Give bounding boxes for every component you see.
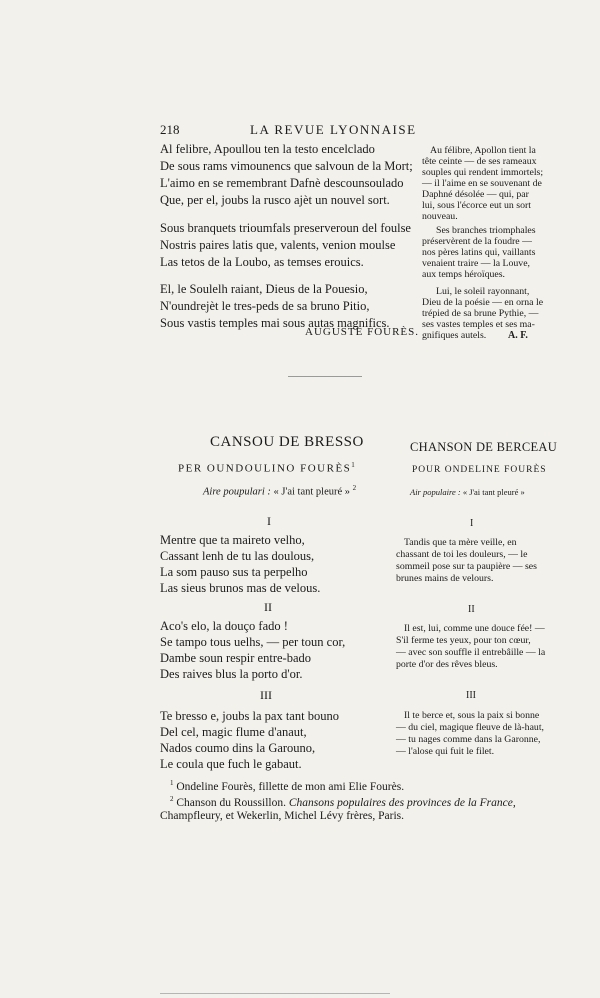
verse-line: La som pauso sus ta perpelho (160, 565, 308, 579)
translation-line: S'il ferme tes yeux, pour ton cœur, (396, 635, 531, 646)
footnote (170, 779, 404, 793)
translation-line: — du ciel, magique fleuve de là-haut, (396, 722, 544, 733)
verse-line: N'oundrejèt le tres-peds de sa bruno Pitio, (160, 299, 370, 313)
air-label: Aire poupulari : (203, 486, 271, 498)
translation-line: venaient traire — la Louve, (422, 258, 530, 269)
verse-line: Las tetos de la Loubo, as temses erouics. (160, 255, 364, 269)
bottom-rule (160, 993, 390, 994)
stanza-numeral: II (264, 600, 272, 614)
verse-line: El, le Soulelh raiant, Dieus de la Pouesio, (160, 282, 368, 296)
verse-line: Se tampo tous uelhs, — per toun cor, (160, 635, 346, 649)
translation-line: Il te berce et, sous la paix si bonne (404, 710, 540, 721)
stanza-numeral: I (470, 518, 474, 529)
song-air-original (203, 484, 356, 498)
verse-line: Mentre que ta maireto velho, (160, 533, 305, 547)
verse-line: Aco's elo, la douço fado ! (160, 619, 288, 633)
verse-line: Cassant lenh de tu las doulous, (160, 549, 315, 563)
air-value: « J'ai tant pleuré » (273, 486, 351, 498)
footnote-continuation: Champfleury, et Wekerlin, Michel Lévy frères, Paris. (160, 810, 405, 822)
translation-line: — tu nages comme dans la Garonne, (396, 734, 541, 745)
translation-line: souples qui rendent immortels; (422, 167, 544, 178)
translation-line: Il est, lui, comme une douce fée! — (404, 623, 545, 634)
footnote (170, 795, 516, 809)
journal-title: LA REVUE LYONNAISE (250, 122, 417, 137)
translation-line: — il l'aime en se souvenant de (422, 178, 542, 189)
translation-line: gnifiques autels. (422, 330, 487, 341)
translation-line: Ses branches triomphales (436, 225, 536, 236)
verse-line: Nados coumo dins la Garouno, (160, 741, 316, 755)
verse-line: Las sieus brunos mas de velous. (160, 581, 321, 595)
footnote-marker: 1 (351, 461, 357, 469)
footnote-marker: 2 (170, 795, 174, 803)
section-divider (288, 376, 362, 377)
verse-line: Te bresso e, joubs la pax tant bouno (160, 709, 339, 723)
dedication-text: PER OUNDOULINO FOURÈS (178, 462, 352, 475)
translation-line: Tandis que ta mère veille, en (404, 537, 517, 548)
translation-line: brunes mains de velours. (396, 573, 494, 584)
author-signature: AUGUSTE FOURÈS. (305, 326, 420, 338)
translation-line: sommeil pose sur ta paupière — ses (396, 561, 537, 572)
verse-line: Des raives blus la porto d'or. (160, 667, 303, 681)
translation-line: aux temps héroïques. (422, 269, 505, 280)
footnote-text: Chanson du Roussillon. (176, 796, 286, 809)
stanza-numeral: II (468, 604, 475, 615)
translation-line: nos pères latins qui, vaillants (422, 247, 536, 258)
stanza-numeral: III (466, 690, 476, 701)
footnote-title: Chansons populaires des provinces de la France, (288, 796, 516, 809)
song-dedication-original (178, 461, 356, 475)
translation-line: — avec son souffle il entrebâille — la (396, 647, 546, 658)
page-number: 218 (160, 122, 180, 137)
translation-line: porte d'or des rêves bleus. (396, 659, 498, 670)
verse-line: L'aimo en se remembrant Dafnè descounsoulado (160, 176, 404, 190)
translation-line: nouveau. (422, 211, 458, 222)
song-title-translation: CHANSON DE BERCEAU (410, 440, 558, 454)
verse-line: Que, per el, joubs la rusco ajèt un nouvel sort. (160, 193, 390, 207)
verse-line: Del cel, magic flume d'anaut, (160, 725, 307, 739)
translation-line: chassant de toi les douleurs, — le (396, 549, 528, 560)
translation-line: lui, sous l'écorce eut un sort (422, 200, 531, 211)
footnote-text: Ondeline Fourès, fillette de mon ami Elie Fourès. (176, 780, 405, 793)
air-value: « J'ai tant pleuré » (462, 487, 525, 497)
verse-line: Nostris paires latis que, valents, venion moulse (160, 238, 396, 252)
translation-line: ses vastes temples et ses ma- (422, 319, 535, 330)
footnote-marker: 1 (170, 779, 174, 787)
translator-signature: A. F. (508, 330, 528, 341)
translation-line: trépied de sa brune Pythie, — (422, 308, 539, 319)
verse-line: Sous branquets trioumfals preserveroun del foulse (160, 221, 411, 235)
translation-line: Daphné désolée — qui, par (422, 189, 529, 200)
footnote-marker: 2 (352, 484, 357, 492)
translation-line: préservèrent de la foudre — (422, 236, 532, 247)
stanza-numeral: I (267, 514, 271, 528)
translation-line: Dieu de la poésie — en orna le (422, 297, 544, 308)
air-label: Air populaire : (410, 487, 461, 497)
stanza-numeral: III (260, 688, 272, 702)
song-air-translation (410, 487, 525, 497)
translation-line: Lui, le soleil rayonnant, (436, 286, 530, 297)
translation-line: Au félibre, Apollon tient la (430, 145, 536, 156)
running-head (160, 122, 560, 138)
verse-line: Dambe soun respir entre-bado (160, 651, 311, 665)
song-dedication-translation: POUR ONDELINE FOURÈS (412, 465, 547, 475)
verse-line: Le coula que fuch le gabaut. (160, 757, 302, 771)
verse-line: Sous vastis temples mai sous autas magnifics. (160, 316, 390, 330)
verse-line: De sous rams vimounencs que salvoun de la Mort; (160, 159, 413, 173)
translation-line: — l'alose qui fuit le filet. (396, 746, 495, 757)
song-title-original: CANSOU DE BRESSO (210, 434, 364, 450)
translation-line: tête ceinte — de ses rameaux (422, 156, 537, 167)
verse-line: Al felibre, Apoullou ten la testo encelclado (160, 142, 375, 156)
